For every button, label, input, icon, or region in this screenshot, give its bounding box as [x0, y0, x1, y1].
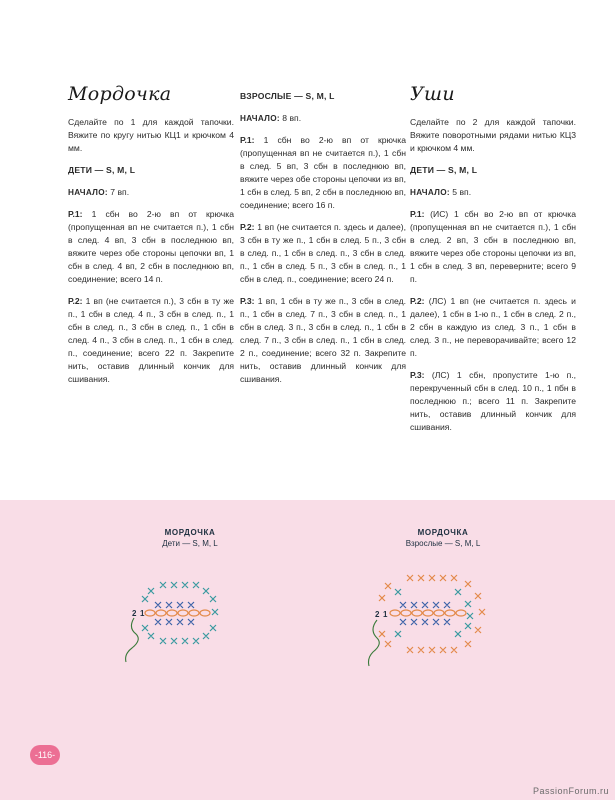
row-label: Р.1:: [240, 135, 255, 145]
row-text: 1 вп (не считается п.), 3 сбн в ту же п., 1 сбн в след. 4 п., 3 сбн в след. п., 1 сбн в след. п., 3 сбн в след. п., 1 сбн в след. 4 п., 3 сбн в след. п., 1 сбн в след. п., соединение; всего 22 п. Закрепите нить, оставив длинный кончик для сшивания.: [68, 296, 234, 384]
page-number: -116-: [30, 745, 60, 765]
row-2: [68, 295, 234, 386]
intro-text: Сделайте по 1 для каждой тапочки. Вяжите по кругу нитью КЦ1 и крючком 4 мм.: [68, 117, 234, 153]
figure-caption-adults: [343, 527, 543, 549]
start-line: [240, 112, 406, 125]
intro-text: Сделайте по 2 для каждой тапочки. Вяжите поворотными рядами нитью КЦ3 и крючком 4 мм.: [410, 117, 576, 153]
start-number: 2: [375, 610, 380, 619]
start-marker: [132, 609, 145, 618]
stitch-marks-outer: [142, 582, 218, 644]
row-1: [68, 208, 234, 286]
start-number: 2: [132, 609, 137, 618]
stitch-marks-outer: [379, 575, 485, 653]
size-heading: ДЕТИ — S, M, L: [410, 165, 478, 175]
start-line: [68, 186, 234, 199]
size-heading: ВЗРОСЛЫЕ — S, M, L: [240, 91, 335, 101]
row-label: Р.1:: [68, 209, 83, 219]
section-title-ears: Уши: [410, 83, 455, 105]
row-label: Р.3:: [410, 370, 425, 380]
figure-subtitle: Взрослые — S, M, L: [405, 539, 481, 548]
figure-subtitle: Дети — S, M, L: [162, 539, 218, 548]
row-2: [410, 295, 576, 360]
chain-ring: [390, 610, 466, 616]
figure-caption-kids: [90, 527, 290, 549]
row-label: Р.1:: [410, 209, 425, 219]
row-3: [240, 295, 406, 386]
row-text: 1 вп (не считается п. здесь и далее), 3 сбн в ту же п., 1 сбн в след. 5 п., 3 сбн в след. п., 1 сбн в след. п., 3 сбн в след. п., 1 сбн в след. 5 п., 3 сбн в след. п., 1 сбн в след. п., соединение; всего 24 п.: [240, 222, 406, 284]
row-text: 1 вп, 1 сбн в ту же п., 3 сбн в след. п., 1 сбн в след. 7 п., 3 сбн в след. п., 1 сбн в след. 3 п., 3 сбн в след. п., 1 сбн в след. 7 п., 3 сбн в след. п., 1 сбн в след. 2 п., соединение; всего 32 п. Закрепите нить, оставив длинный кончик для сшивания.: [240, 296, 406, 384]
start-value: 8 вп.: [279, 113, 302, 123]
row-1: [240, 134, 406, 212]
start-label: НАЧАЛО:: [410, 188, 450, 197]
start-marker: [375, 610, 388, 619]
crochet-chart-kids: [110, 572, 260, 667]
yarn-tail: [126, 618, 139, 662]
start-value: 5 вп.: [449, 187, 472, 197]
start-number: 1: [140, 609, 145, 618]
column-ears: [410, 82, 576, 443]
row-label: Р.3:: [240, 296, 255, 306]
row-2: [240, 221, 406, 286]
row-text: (ЛС) 1 вп (не считается п. здесь и далее), 1 сбн в 1-ю п., 1 сбн в след. 2 п., 2 сбн в каждую из след. 3 п., 1 сбн в след. 3 п., не переворачивайте; всего 12 п.: [410, 296, 576, 358]
row-text: (ИС) 1 сбн во 2-ю вп от крючка (пропущенная вп не считается п.), 1 сбн в след. 2 вп, 3 сбн в последнюю вп, вяжите через обе стороны цепочки из вп, 1 сбн в след. 3 вп, переверните; всего 9 п.: [410, 209, 576, 284]
column-face-adults: [240, 90, 406, 395]
row-label: Р.2:: [68, 296, 83, 306]
chain-ring: [145, 610, 210, 616]
yarn-tail: [369, 620, 380, 666]
start-value: 7 вп.: [107, 187, 130, 197]
section-title-face: Мордочка: [68, 83, 172, 105]
row-3: [410, 369, 576, 434]
column-face-kids: [68, 82, 234, 395]
row-1: [410, 208, 576, 286]
figure-title: МОРДОЧКА: [417, 528, 469, 537]
start-line: [410, 186, 576, 199]
row-text: 1 сбн во 2-ю вп от крючка (пропущенная вп не считается п.), 1 сбн в след. 5 вп, 3 сбн в последнюю вп, вяжите через обе стороны цепочки из вп, 1 сбн в след. 5 вп, 2 сбн в последнюю вп, соединение; всего 16 п.: [240, 135, 406, 210]
figure-title: МОРДОЧКА: [164, 528, 216, 537]
start-label: НАЧАЛО:: [68, 188, 108, 197]
row-label: Р.2:: [410, 296, 425, 306]
crochet-chart-adults: [355, 565, 515, 670]
row-label: Р.2:: [240, 222, 255, 232]
start-number: 1: [383, 610, 388, 619]
size-heading: ДЕТИ — S, M, L: [68, 165, 136, 175]
start-label: НАЧАЛО:: [240, 114, 280, 123]
watermark: PassionForum.ru: [532, 786, 609, 796]
stitch-marks-inner: [400, 602, 450, 625]
row-text: (ЛС) 1 сбн, пропустите 1-ю п., перекрученный сбн в след. 10 п., 1 пбн в последнюю п.; всего 11 п. Закрепите нить, оставив длинный кончик для сшивания.: [410, 370, 576, 432]
row-text: 1 сбн во 2-ю вп от крючка (пропущенная вп не считается п.), 1 сбн в след. 4 вп, 3 сбн в последнюю вп, вяжите через обе стороны цепочки вп, 1 сбн в след. 4 вп, 2 сбн в последнюю вп, соединение; всего 14 п.: [68, 209, 234, 284]
